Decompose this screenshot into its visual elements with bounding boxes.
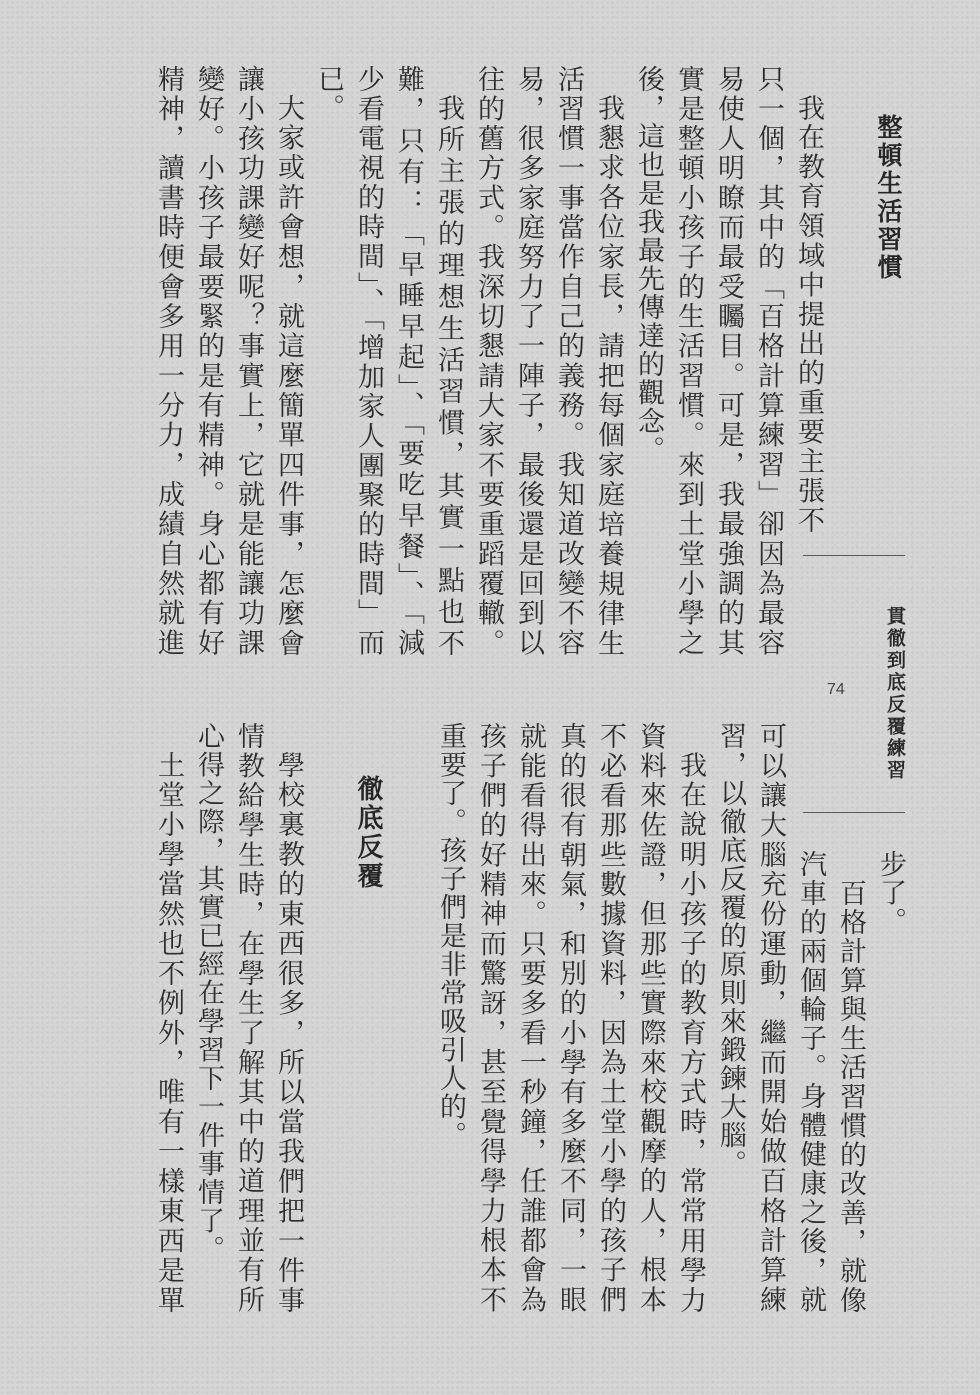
text-column: 我在教育領域中提出的重要主張不 (793, 93, 824, 534)
text-column: 讓小孩功課變好呢？事實上，它就是能讓功課 (233, 65, 264, 657)
header-rule-top (803, 555, 905, 556)
text-column: 情教給學生時，在學生了解其中的道理並有所 (233, 722, 264, 1314)
text-column: 孩子們的好精神而驚訝，甚至覺得學力根本不 (475, 722, 506, 1314)
text-column: 變好。小孩子最要緊的是有精神。身心都有好 (193, 65, 224, 657)
running-header: 貫徹到底反覆練習 (884, 606, 906, 782)
text-column: 土堂小學當然也不例外，唯有一樣東西是單 (153, 750, 184, 1314)
text-column: 我在說明小孩子的教育方式時，常常用學力 (675, 750, 706, 1314)
text-column: 汽車的兩個輪子。身體健康之後，就 (795, 850, 826, 1314)
text-column: 後，這也是我最先傳達的觀念。 (633, 65, 664, 464)
text-column: 真的很有朝氣，和別的小學有多麼不同，一眼 (555, 722, 586, 1314)
text-column: 重要了。孩子們是非常吸引人的。 (435, 722, 466, 1150)
text-column: 資料來佐證，但那些實際來校觀摩的人，根本 (635, 722, 666, 1314)
section-heading-top: 整頓生活習慣 (874, 114, 903, 282)
text-column: 我懇求各位家長，請把每個家庭培養規律生 (593, 93, 624, 657)
text-column: 實是整頓小孩子的生活習慣。來到土堂小學之 (673, 65, 704, 657)
text-column: 不必看那些數據資料，因為土堂小學的孩子們 (595, 722, 626, 1314)
text-column: 精神，讀書時便會多用一分力，成績自然就進 (153, 65, 184, 657)
text-column: 已。 (313, 65, 344, 122)
text-column: 心得之際，其實已經在學習下一件事情了。 (193, 722, 224, 1264)
text-column: 大家或許會想，就這麼簡單四件事，怎麼會 (273, 93, 304, 657)
page-number: 74 (827, 681, 845, 698)
header-rule-bottom (803, 812, 905, 813)
text-column: 習，以徹底反覆的原則來鍛鍊大腦。 (715, 722, 746, 1178)
text-column: 就能看得出來。只要多看一秒鐘，任誰都會為 (515, 722, 546, 1314)
text-column: 可以讓大腦充份運動，繼而開始做百格計算練 (755, 722, 786, 1314)
text-column: 易，很多家庭努力了一陣子，最後還是回到以 (513, 65, 544, 657)
text-column: 易使人明瞭而最受矚目。可是，我最強調的其 (713, 65, 744, 657)
text-column: 少看電視的時間」、「增加家人團聚的時間」而 (353, 65, 384, 657)
text-column: 步了。 (875, 850, 906, 936)
text-column: 我所主張的理想生活習慣，其實一點也不 (433, 93, 464, 657)
text-column: 活習慣一事當作自己的義務。我知道改變不容 (553, 65, 584, 657)
text-column: 只一個，其中的「百格計算練習」卻因為最容 (753, 65, 784, 657)
section-heading-bottom: 徹底反覆 (353, 775, 383, 891)
text-column: 難，只有：「早睡早起」、「要吃早餐」、「減 (393, 65, 424, 657)
text-column: 百格計算與生活習慣的改善，就像 (835, 878, 866, 1314)
text-column: 往的舊方式。我深切懇請大家不要重蹈覆轍。 (473, 65, 504, 657)
text-column: 學校裏教的東西很多，所以當我們把一件事 (273, 750, 304, 1314)
